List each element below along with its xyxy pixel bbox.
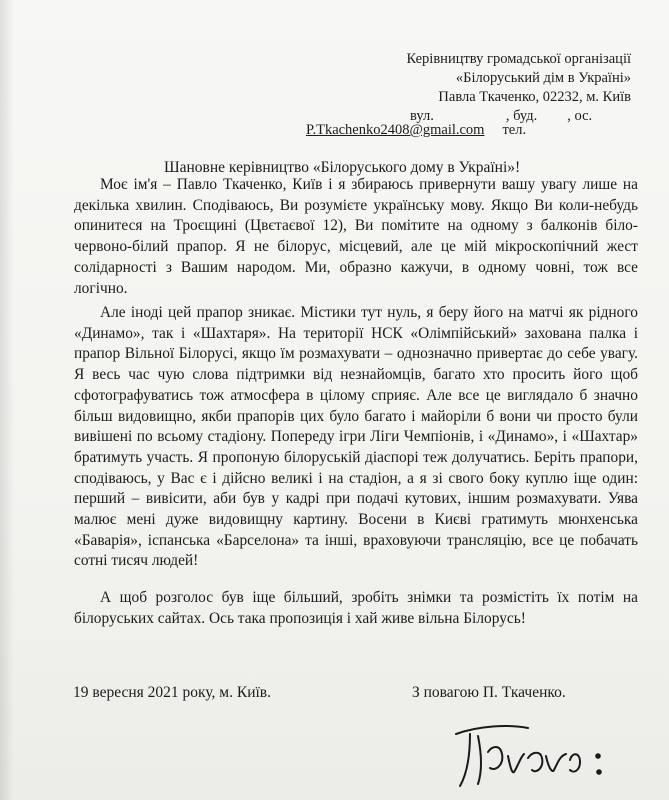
building-label: , буд. [505,108,538,124]
paragraph-3 [74,588,638,629]
salutation: Шановне керівництво «Білоруського дому в Україні»! [164,159,521,176]
recipient-line-1: Керівництву громадської організації [406,51,631,67]
letter-date: 19 вересня 2021 року, м. Київ. [73,684,272,701]
paragraph-2 [74,303,638,572]
apartment-label: , ос. [567,108,593,124]
page-shadow [0,0,14,800]
paragraph-1 [74,175,638,299]
street-label: вул. [410,108,434,124]
email-address: P.Tkachenko2408@gmail.com [306,122,485,138]
closing-regards: З повагою П. Ткаченко. [412,684,566,701]
paragraph-2-text: Але іноді цей прапор зникає. Містики тут нуль, я беру його на матчі як рідного «Динамо», так і «Шахтаря». На території НСК «Олімпійський» захована палка і прапор Вільної Білорусі, якщо їм розмахувати – однозначно привертає до себе увагу. Я весь час чую слова підтримки від незнайомців, багато хто просить його щоб сфотографуватись тож атмосфера в цілому сприяє. Але все це виглядало б значно більш видовищно, якби прапорів цих було багато і майоріли б вони чи просто були вивішені по всьому стадіону. Попереду ігри Ліги Чемпіонів, і «Динамо», і «Шахтар» братимуть участь. Я пропоную білоруській діаспорі теж долучатись. Беріть прапори, сподіваюсь, у Вас є і дійсно великі і на стадіон, а я зі свого боку куплю іще один: перший – вивісити, аби був у кадрі при подачі кутових, іншим розмахувати. Уява малює мені дуже видовищну картину. Восени в Києві гратимуть мюнхенська «Баварія», іспанська «Барселона» та інші, враховуючи трансляцію, все це побачать сотні тисяч людей! [74,304,638,570]
paragraph-3-text: А щоб розголос був іще більший, зробіть знімки та розмістіть їх потім на білоруських сайтах. Ось така пропозиція і хай живе вільна Білорусь! [74,589,638,627]
contact-line [306,121,526,140]
paragraph-1-text: Моє ім'я – Павло Ткаченко, Київ і я збираюсь привернути вашу увагу лише на декілька хвилин. Сподіваюсь, Ви розумієте українську мову. Якщо Ви коли-небудь опинитеся на Троєщині (Цвєтаєвої 12), Ви помітите на одному з балконів біло-червоно-білий прапор. Я не білорус, місцевий, але це мій мікроскопічний жест солідарності з Вашим народом. Ми, образно кажучи, в одному човні, тож все логічно. [74,176,638,297]
handwritten-signature [448,712,618,792]
phone-label: тел. [502,122,527,138]
recipient-line-2: «Білоруський дім в Україні» [455,70,631,86]
sender-line: Павла Ткаченко, 02232, м. Київ [438,89,631,105]
